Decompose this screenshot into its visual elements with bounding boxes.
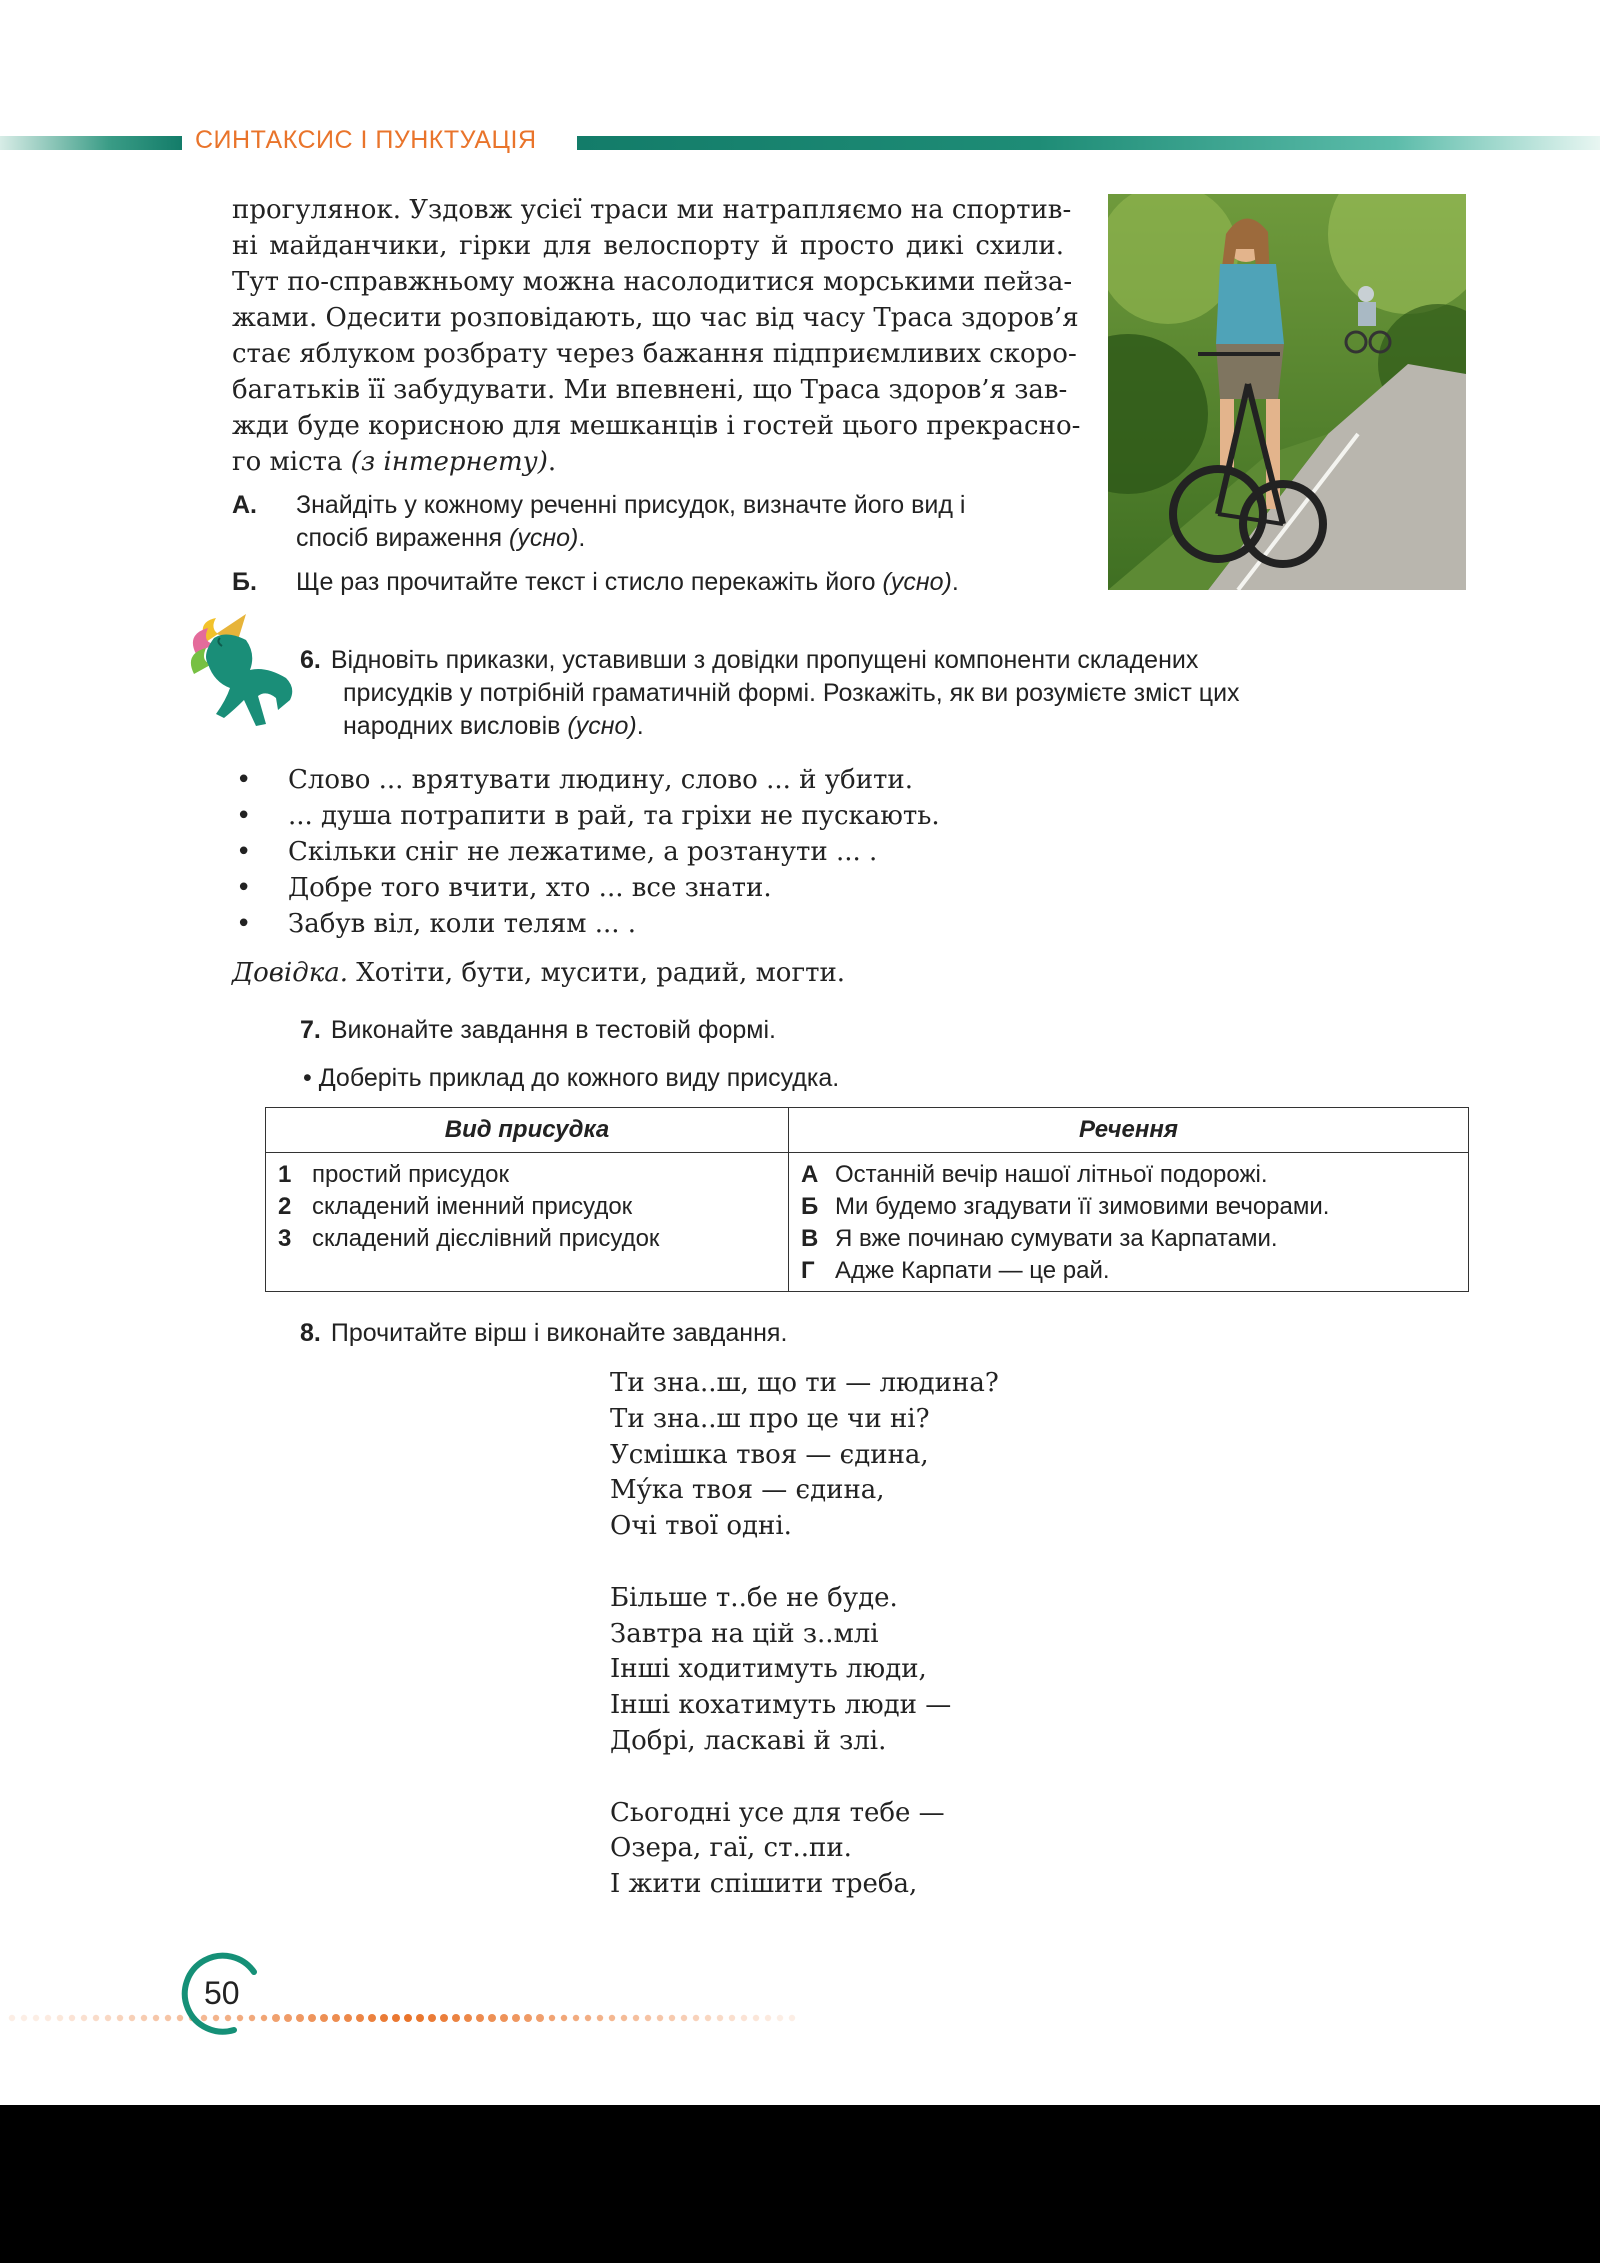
footer-dot	[573, 2015, 579, 2021]
footer-dot	[45, 2015, 51, 2021]
paragraph-line: жди буде корисною для мешканців і гостей цього прекрасно-	[232, 411, 1081, 441]
footer-dot	[464, 2014, 472, 2022]
exercise-7	[300, 1014, 776, 1047]
footer-dot	[9, 2015, 15, 2021]
bullet-icon: •	[236, 801, 252, 831]
reference-words: Хотіти, бути, мусити, радий, могти.	[356, 958, 846, 988]
table-item	[278, 1159, 776, 1191]
footer-dot	[392, 2014, 400, 2022]
item-text: складений дієслівний присудок	[312, 1225, 660, 1252]
exercise-7-bullet: • Доберіть приклад до кожного виду присудка.	[303, 1064, 840, 1092]
poem-line: Му́ка твоя — єдина,	[610, 1475, 885, 1506]
footer-dot	[669, 2015, 675, 2021]
poem-line: Більше т..бе не буде.	[610, 1582, 898, 1613]
item-text: Адже Карпати — це рай.	[835, 1257, 1110, 1284]
poem-line: Усмішка твоя — єдина,	[610, 1439, 929, 1470]
footer-dot	[549, 2015, 555, 2021]
footer-dot	[320, 2014, 328, 2022]
poem-line: Завтра на цій з..млі	[610, 1618, 879, 1649]
footer-dot	[476, 2014, 484, 2022]
footer-dot	[645, 2015, 651, 2021]
footer-dot	[105, 2015, 111, 2021]
footer-dot	[681, 2015, 687, 2021]
footer-dot	[129, 2015, 135, 2021]
footer-dot	[609, 2015, 615, 2021]
table-header: Речення	[789, 1108, 1469, 1153]
unicorn-icon	[186, 614, 298, 734]
table-cell-right	[789, 1153, 1469, 1292]
text-paragraph	[232, 192, 1081, 480]
footer-dot	[308, 2014, 316, 2022]
footer-dot	[753, 2015, 759, 2021]
item-text: Останній вечір нашої літньої подорожі.	[835, 1161, 1268, 1188]
table-item	[278, 1223, 776, 1255]
footer-dot	[452, 2014, 460, 2022]
footer-dot	[524, 2014, 532, 2022]
paragraph-last-line	[232, 444, 1064, 480]
task-end: .	[578, 524, 586, 552]
task-b	[232, 566, 959, 599]
footer-dot	[512, 2014, 520, 2022]
exercise-6	[300, 644, 1240, 743]
table-item	[801, 1223, 1456, 1255]
footer-dot	[741, 2015, 747, 2021]
exercise-text: народних висловів	[343, 712, 561, 740]
section-title: СИНТАКСИС І ПУНКТУАЦІЯ	[195, 126, 537, 154]
list-item	[232, 762, 940, 798]
footer-dot	[272, 2014, 280, 2022]
list-item	[232, 834, 940, 870]
bullet-icon: •	[236, 765, 252, 795]
task-note: (усно)	[509, 524, 579, 552]
footer-dot	[693, 2015, 699, 2021]
task-text	[296, 566, 959, 599]
paragraph-line: прогулянок. Уздовж усієї траси ми натрапляємо на спортив-	[232, 195, 1072, 225]
item-text: Я вже починаю сумувати за Карпатами.	[835, 1225, 1278, 1252]
exercise-number: 8.	[300, 1319, 321, 1347]
item-key: 2	[278, 1193, 292, 1220]
item-text: Ми будемо згадувати її зимовими вечорами.	[835, 1193, 1330, 1220]
footer-dots	[0, 2008, 820, 2028]
paragraph-line: жами. Одесити розповідають, що час від часу Траса здоров’я	[232, 303, 1079, 333]
item-text: складений іменний присудок	[312, 1193, 633, 1220]
list-item	[232, 906, 940, 942]
task-text-line: Ще раз прочитайте текст і стисло перекажіть його	[296, 568, 876, 596]
table-header: Вид присудка	[266, 1108, 789, 1153]
proverb-text: Скільки сніг не лежатиме, а розтанути ... .	[288, 837, 878, 867]
poem-line: Інші ходитимуть люди,	[610, 1654, 927, 1685]
poem-line: Очі твої одні.	[610, 1511, 792, 1542]
footer-dot	[380, 2014, 388, 2022]
poem-line: Сьогодні усе для тебе —	[610, 1797, 945, 1828]
task-note: (усно)	[882, 568, 952, 596]
poem	[610, 1366, 999, 1903]
exercise-number: 6.	[300, 646, 321, 674]
footer-dot	[621, 2015, 627, 2021]
task-a	[232, 489, 965, 555]
header-bar-left	[0, 136, 182, 150]
footer-dot	[585, 2015, 591, 2021]
item-key: 3	[278, 1225, 292, 1252]
footer-dot	[332, 2014, 340, 2022]
task-end: .	[951, 568, 959, 596]
footer-dot	[404, 2014, 412, 2022]
footer-dot	[789, 2015, 795, 2021]
footer-dot	[633, 2015, 639, 2021]
exercise-end: .	[636, 712, 644, 740]
exercise-note: (усно)	[567, 712, 637, 740]
footer-dot	[141, 2015, 147, 2021]
last-line-end: .	[547, 447, 557, 477]
footer-dot	[368, 2014, 376, 2022]
footer-dot	[117, 2015, 123, 2021]
item-key: А	[801, 1161, 819, 1188]
poem-line: Добрі, ласкаві й злі.	[610, 1725, 887, 1756]
footer-dot	[729, 2015, 735, 2021]
footer-dot	[57, 2015, 63, 2021]
poem-line: Інші кохатимуть люди —	[610, 1690, 952, 1721]
item-key: Б	[801, 1193, 819, 1220]
exercise-text: Відновіть приказки, уставивши з довідки пропущені компоненти складених	[330, 646, 1199, 674]
task-text-line: Знайдіть у кожному реченні присудок, визначте його вид і	[296, 491, 966, 519]
exercise-8	[300, 1317, 787, 1350]
footer-dot	[717, 2015, 723, 2021]
stanza-gap	[610, 1760, 999, 1796]
proverb-text: ... душа потрапити в рай, та гріхи не пускають.	[288, 801, 940, 831]
matching-table	[265, 1107, 1469, 1292]
proverb-list	[232, 762, 940, 942]
footer-dot	[536, 2014, 544, 2022]
paragraph-line: ні майданчики, гірки для велоспорту й просто дикі схили.	[232, 231, 1064, 261]
poem-line: Озера, гаї, ст..пи.	[610, 1833, 852, 1864]
bullet-icon: •	[236, 909, 252, 939]
poem-line: Ти зна..ш про це чи ні?	[610, 1403, 930, 1434]
task-text-line: спосіб вираження	[296, 524, 503, 552]
footer-dot	[561, 2015, 567, 2021]
footer-dot	[81, 2015, 87, 2021]
poem-line: І жити спішити треба,	[610, 1869, 918, 1900]
proverb-text: Добре того вчити, хто ... все знати.	[288, 873, 772, 903]
footer-dot	[428, 2014, 436, 2022]
table-item	[801, 1159, 1456, 1191]
footer-dot	[488, 2014, 496, 2022]
table-header-row	[266, 1108, 1469, 1153]
footer-dot	[440, 2014, 448, 2022]
table-item	[801, 1191, 1456, 1223]
footer-dot	[705, 2015, 711, 2021]
footer-dot	[777, 2015, 783, 2021]
footer-dot	[344, 2014, 352, 2022]
footer-dot	[765, 2015, 771, 2021]
footer-dot	[597, 2015, 603, 2021]
task-letter: Б.	[232, 568, 257, 596]
stanza-gap	[610, 1545, 999, 1581]
header-bar-right	[577, 136, 1600, 150]
item-key: В	[801, 1225, 819, 1252]
item-text: простий присудок	[312, 1161, 509, 1188]
footer-dot	[33, 2015, 39, 2021]
footer-dot	[93, 2015, 99, 2021]
footer-dot	[416, 2014, 424, 2022]
footer-dot	[657, 2015, 663, 2021]
exercise-text: Виконайте завдання в тестовій формі.	[330, 1016, 776, 1044]
list-item	[232, 870, 940, 906]
reference-line	[232, 955, 845, 991]
footer-dot	[500, 2014, 508, 2022]
item-key: Г	[801, 1257, 815, 1284]
paragraph-line: стає яблуком розбрату через бажання підприємливих скоро-	[232, 339, 1077, 369]
task-letter: А.	[232, 491, 257, 519]
exercise-text-last	[300, 710, 644, 743]
table-item	[801, 1255, 1456, 1287]
cyclist-photo	[1108, 194, 1466, 590]
footer-dot	[296, 2014, 304, 2022]
footer-dot	[69, 2015, 75, 2021]
footer-dot	[284, 2014, 292, 2022]
footer-dot	[21, 2015, 27, 2021]
bottom-black-band	[0, 2105, 1600, 2263]
bullet-icon: •	[236, 837, 252, 867]
proverb-text: Забув віл, коли телям ... .	[288, 909, 637, 939]
last-line-text: го міста	[232, 447, 343, 477]
list-item	[232, 798, 940, 834]
footer-dot	[153, 2015, 159, 2021]
paragraph-line: Тут по-справжньому можна насолодитися морськими пейза-	[232, 267, 1073, 297]
exercise-number: 7.	[300, 1016, 321, 1044]
bullet-icon: •	[236, 873, 252, 903]
page-number: 50	[204, 1975, 240, 2011]
exercise-text: присудків у потрібній граматичній формі. Розкажіть, як ви розумієте зміст цих	[343, 679, 1240, 707]
source-note: (з інтернету)	[350, 447, 548, 477]
reference-label: Довідка.	[232, 958, 349, 988]
task-text	[296, 489, 965, 555]
exercise-text: Прочитайте вірш і виконайте завдання.	[330, 1319, 788, 1347]
table-item	[278, 1191, 776, 1223]
footer-dot	[165, 2015, 171, 2021]
footer-dot	[356, 2014, 364, 2022]
table-row	[266, 1153, 1469, 1292]
proverb-text: Слово ... врятувати людину, слово ... й убити.	[288, 765, 914, 795]
table-cell-left	[266, 1153, 789, 1292]
poem-line: Ти зна..ш, що ти — людина?	[610, 1368, 999, 1398]
item-key: 1	[278, 1161, 292, 1188]
paragraph-line: багатьків її забудувати. Ми впевнені, що Траса здоров’я зав-	[232, 375, 1068, 405]
